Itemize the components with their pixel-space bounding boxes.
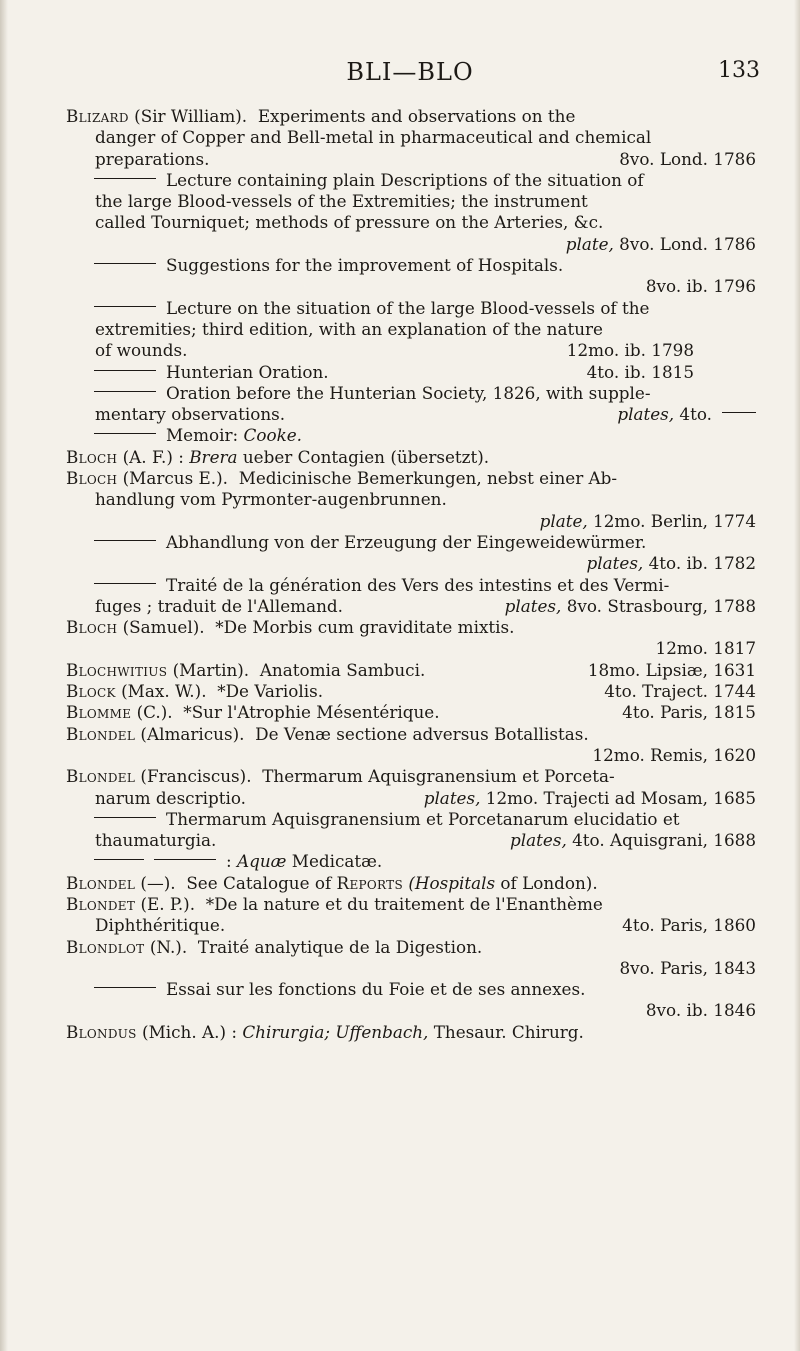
entry-author: Blondlot bbox=[66, 936, 145, 957]
entry-bloch-marcus: Bloch (Marcus E.). Medicinische Bemerkungen, nebst einer Ab- handlung vom Pyrmonter-augenbrunnen. plate, 12mo. Berlin, 1774 bbox=[66, 468, 756, 531]
entry-blizard-lecture-2: Lecture on the situation of the large Blood-vessels of the extremities; third edition, with an explanation of the nature of wounds. 12mo. ib. 1798 bbox=[95, 297, 694, 361]
ditto-rule bbox=[94, 583, 156, 584]
ditto-rule bbox=[94, 306, 156, 307]
entry-blizard-memoir: Memoir: Cooke. bbox=[66, 425, 756, 446]
entry-author: Bloch bbox=[66, 468, 118, 489]
page-right-edge bbox=[794, 0, 800, 1351]
entry-blondlot-essai: Essai sur les fonctions du Foie et de ses annexes. 8vo. ib. 1846 bbox=[66, 979, 756, 1022]
ditto-rule bbox=[94, 817, 156, 818]
page-number: 133 bbox=[718, 58, 760, 83]
entry-blondlot: Blondlot (N.). Traité analytique de la Digestion. 8vo. Paris, 1843 bbox=[66, 936, 756, 978]
entry-bloch-af: Bloch (A. F.) : Brera ueber Contagien (übersetzt). bbox=[66, 446, 490, 467]
ditto-rule bbox=[94, 433, 156, 434]
entry-blochwitius: Blochwitius (Martin). Anatomia Sambuci. 18mo. Lipsiæ, 1631 bbox=[66, 659, 756, 680]
ditto-rule bbox=[94, 263, 156, 264]
entry-author: Blondet bbox=[66, 893, 136, 914]
entry-blondus: Blondus (Mich. A.) : Chirurgia; Uffenbach, Thesaur. Chirurg. bbox=[66, 1021, 584, 1042]
entry-author: Blochwitius bbox=[66, 659, 168, 680]
entry-author: Block bbox=[66, 681, 116, 702]
entry-author: Blondel bbox=[66, 723, 136, 744]
entry-author: Blondus bbox=[66, 1021, 137, 1042]
entry-blondet: Blondet (E. P.). *De la nature et du traitement de l'Enanthème Diphthéritique. 4to. Paris, 1860 bbox=[66, 893, 756, 936]
ditto-rule bbox=[94, 540, 156, 541]
entry-author: Blondel bbox=[66, 872, 136, 893]
entry-blondel-franciscus: Blondel (Franciscus). Thermarum Aquisgranensium et Porceta- narum descriptio. plates, 12mo. Trajecti ad Mosam, 1685 bbox=[66, 766, 756, 808]
entry-author: Blondel bbox=[66, 766, 136, 787]
entry-block: Block (Max. W.). *De Variolis. 4to. Traject. 1744 bbox=[66, 681, 756, 702]
ditto-rule bbox=[94, 391, 156, 392]
entry-blomme: Blomme (C.). *Sur l'Atrophie Mésentérique. 4to. Paris, 1815 bbox=[66, 702, 756, 723]
catalogue-entries bbox=[66, 106, 756, 1043]
entry-blondel-almaricus: Blondel (Almaricus). De Venæ sectione adversus Botallistas. 12mo. Remis, 1620 bbox=[66, 723, 756, 765]
entry-blizard: Blizard (Sir William). Experiments and observations on the danger of Copper and Bell-metal in pharmaceutical and chemical preparations. 8vo. Lond. 1786 bbox=[66, 106, 756, 169]
ditto-rule bbox=[94, 370, 156, 371]
ditto-rule bbox=[154, 859, 216, 860]
entry-bloch-samuel: Bloch (Samuel). *De Morbis cum graviditate mixtis. 12mo. 1817 bbox=[66, 617, 756, 659]
entry-blondel-aquae: : Aquæ Medicatæ. bbox=[66, 851, 756, 872]
ditto-rule bbox=[94, 987, 156, 988]
entry-author: Blomme bbox=[66, 702, 132, 723]
entry-author: Blizard bbox=[66, 106, 129, 126]
ditto-rule bbox=[94, 859, 144, 860]
page-left-edge bbox=[0, 0, 8, 1351]
entry-blondel-unknown: Blondel (—). See Catalogue of Reports (Hospitals of London). bbox=[66, 872, 598, 893]
entry-blondel-thermarum: Thermarum Aquisgranensium et Porcetanarum elucidatio et thaumaturgia. plates, 4to. Aquisgrani, 1688 bbox=[95, 808, 756, 851]
entry-author: Bloch bbox=[66, 617, 118, 638]
entry-blizard-oration-society: Oration before the Hunterian Society, 1826, with supple- mentary observations. plates, 4to. bbox=[66, 383, 756, 426]
entry-blizard-suggestions: Suggestions for the improvement of Hospitals. 8vo. ib. 1796 bbox=[66, 255, 756, 298]
entry-bloch-abhandlung: Abhandlung von der Erzeugung der Eingeweidewürmer. plates, 4to. ib. 1782 bbox=[66, 532, 756, 575]
ditto-rule bbox=[94, 178, 156, 179]
running-head: BLI—BLO bbox=[346, 58, 474, 86]
page-header bbox=[60, 58, 760, 98]
entry-blizard-oration: Hunterian Oration. 4to. ib. 1815 bbox=[66, 362, 756, 383]
entry-imprint: 8vo. Lond. 1786 bbox=[619, 148, 756, 169]
entry-bloch-traite: Traité de la génération des Vers des intestins et des Vermi- fuges ; traduit de l'Allemand. plates, 8vo. Strasbourg, 1788 bbox=[95, 574, 756, 616]
entry-blizard-lecture: Lecture containing plain Descriptions of the situation of the large Blood-vessels of the Extremities; the instrument called Tourniquet; methods of pressure on the Arteries, &c. plate, 8vo. Lond. 1786 bbox=[95, 169, 756, 254]
entry-author: Bloch bbox=[66, 446, 118, 467]
